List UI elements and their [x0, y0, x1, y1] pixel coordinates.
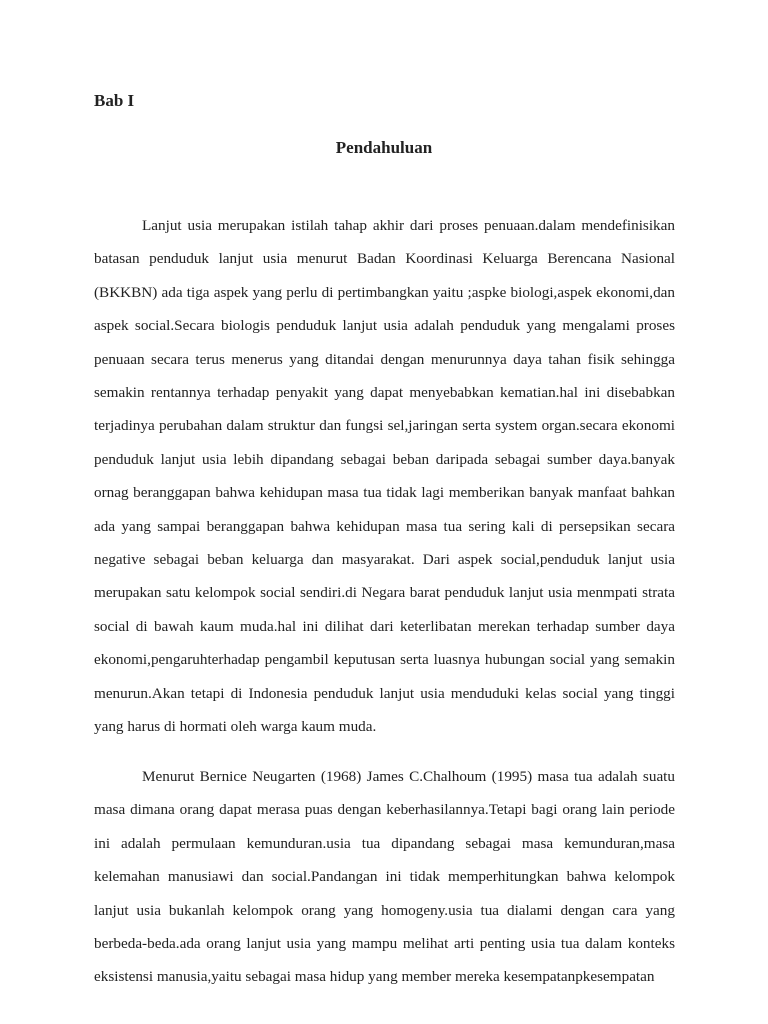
section-title: Pendahuluan: [335, 138, 433, 157]
chapter-heading: Bab I: [94, 91, 135, 110]
paragraph-1: Lanjut usia merupakan istilah tahap akhir dari proses penuaan.dalam mendefinisikan batasan penduduk lanjut usia menurut Badan Koordinasi Keluarga Berencana Nasional (BKKBN) ada tiga aspek yang perlu di pertimbangkan yaitu ;aspke biologi,aspek ekonomi,dan aspek social.Secara biologis penduduk lanjut usia adalah penduduk yang mengalami proses penuaan secara terus menerus yang ditandai dengan menurunnya daya tahan fisik sehingga semakin rentannya terhadap penyakit yang dapat menyebabkan kematian.hal ini disebabkan terjadinya perubahan dalam struktur dan fungsi sel,jaringan serta system organ.secara ekonomi penduduk lanjut usia lebih dipandang sebagai beban daripada sebagai sumber daya.banyak ornag beranggapan bahwa kehidupan masa tua tidak lagi memberikan banyak manfaat bahkan ada yang sampai beranggapan bahwa kehidupan masa tua sering kali di persepsikan secara negative sebagai beban keluarga dan masyarakat. Dari aspek social,penduduk lanjut usia merupakan satu kelompok social sendiri.di Negara barat penduduk lanjut usia menmpati strata social di bawah kaum muda.hal ini dilihat dari keterlibatan merekan terhadap sumber daya ekonomi,pengaruhterhadap pengambil keputusan serta luasnya hubungan social yang semakin menurun.Akan tetapi di Indonesia penduduk lanjut usia menduduki kelas social yang tinggi yang harus di hormati oleh warga kaum muda.: [94, 217, 675, 736]
paragraph-2: Menurut Bernice Neugarten (1968) James C.Chalhoum (1995) masa tua adalah suatu masa dimana orang dapat merasa puas dengan keberhasilannya.Tetapi bagi orang lain periode ini adalah permulaan kemunduran.usia tua dipandang sebagai masa kemunduran,masa kelemahan manusiawi dan social.Pandangan ini tidak memperhitungkan bahwa kelompok lanjut usia bukanlah kelompok orang yang homogeny.usia tua dialami dengan cara yang berbeda-beda.ada orang lanjut usia yang mampu melihat arti penting usia tua dalam konteks eksistensi manusia,yaitu sebagai masa hidup yang member mereka kesempatanpkesempatan: [94, 768, 675, 986]
